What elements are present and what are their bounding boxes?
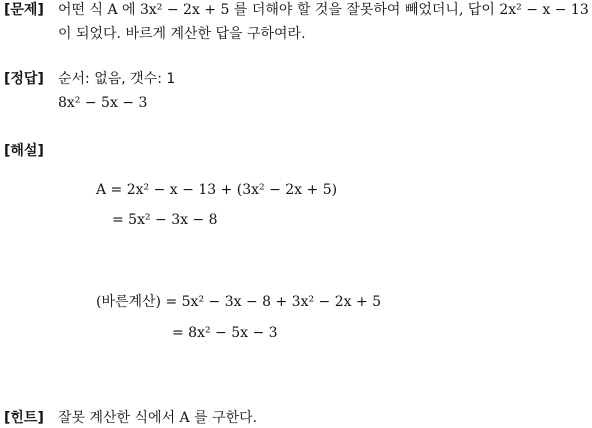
- solution-line-1: A = 2x² − x − 13 + (3x² − 2x + 5): [96, 182, 338, 198]
- hint-text: 잘못 계산한 식에서 A 를 구한다.: [58, 410, 258, 426]
- solution-line-2: = 5x² − 3x − 8: [112, 212, 218, 228]
- solution-label: [해설]: [4, 143, 44, 159]
- solution-line-4: = 8x² − 5x − 3: [172, 325, 278, 341]
- answer-meta: 순서: 없음, 갯수: 1: [58, 71, 176, 87]
- problem-label: [문제]: [4, 2, 44, 18]
- answer-label: [정답]: [4, 71, 44, 87]
- solution-line-3: (바른계산) = 5x² − 3x − 8 + 3x² − 2x + 5: [96, 294, 382, 310]
- hint-label: [힌트]: [4, 410, 44, 426]
- answer-value: 8x² − 5x − 3: [58, 95, 148, 111]
- problem-text-line1: 어떤 식 A 에 3x² − 2x + 5 를 더해야 할 것을 잘못하여 빼었더니, 답이 2x² − x − 13: [58, 2, 589, 18]
- problem-text-line2: 이 되었다. 바르게 계산한 답을 구하여라.: [58, 26, 306, 42]
